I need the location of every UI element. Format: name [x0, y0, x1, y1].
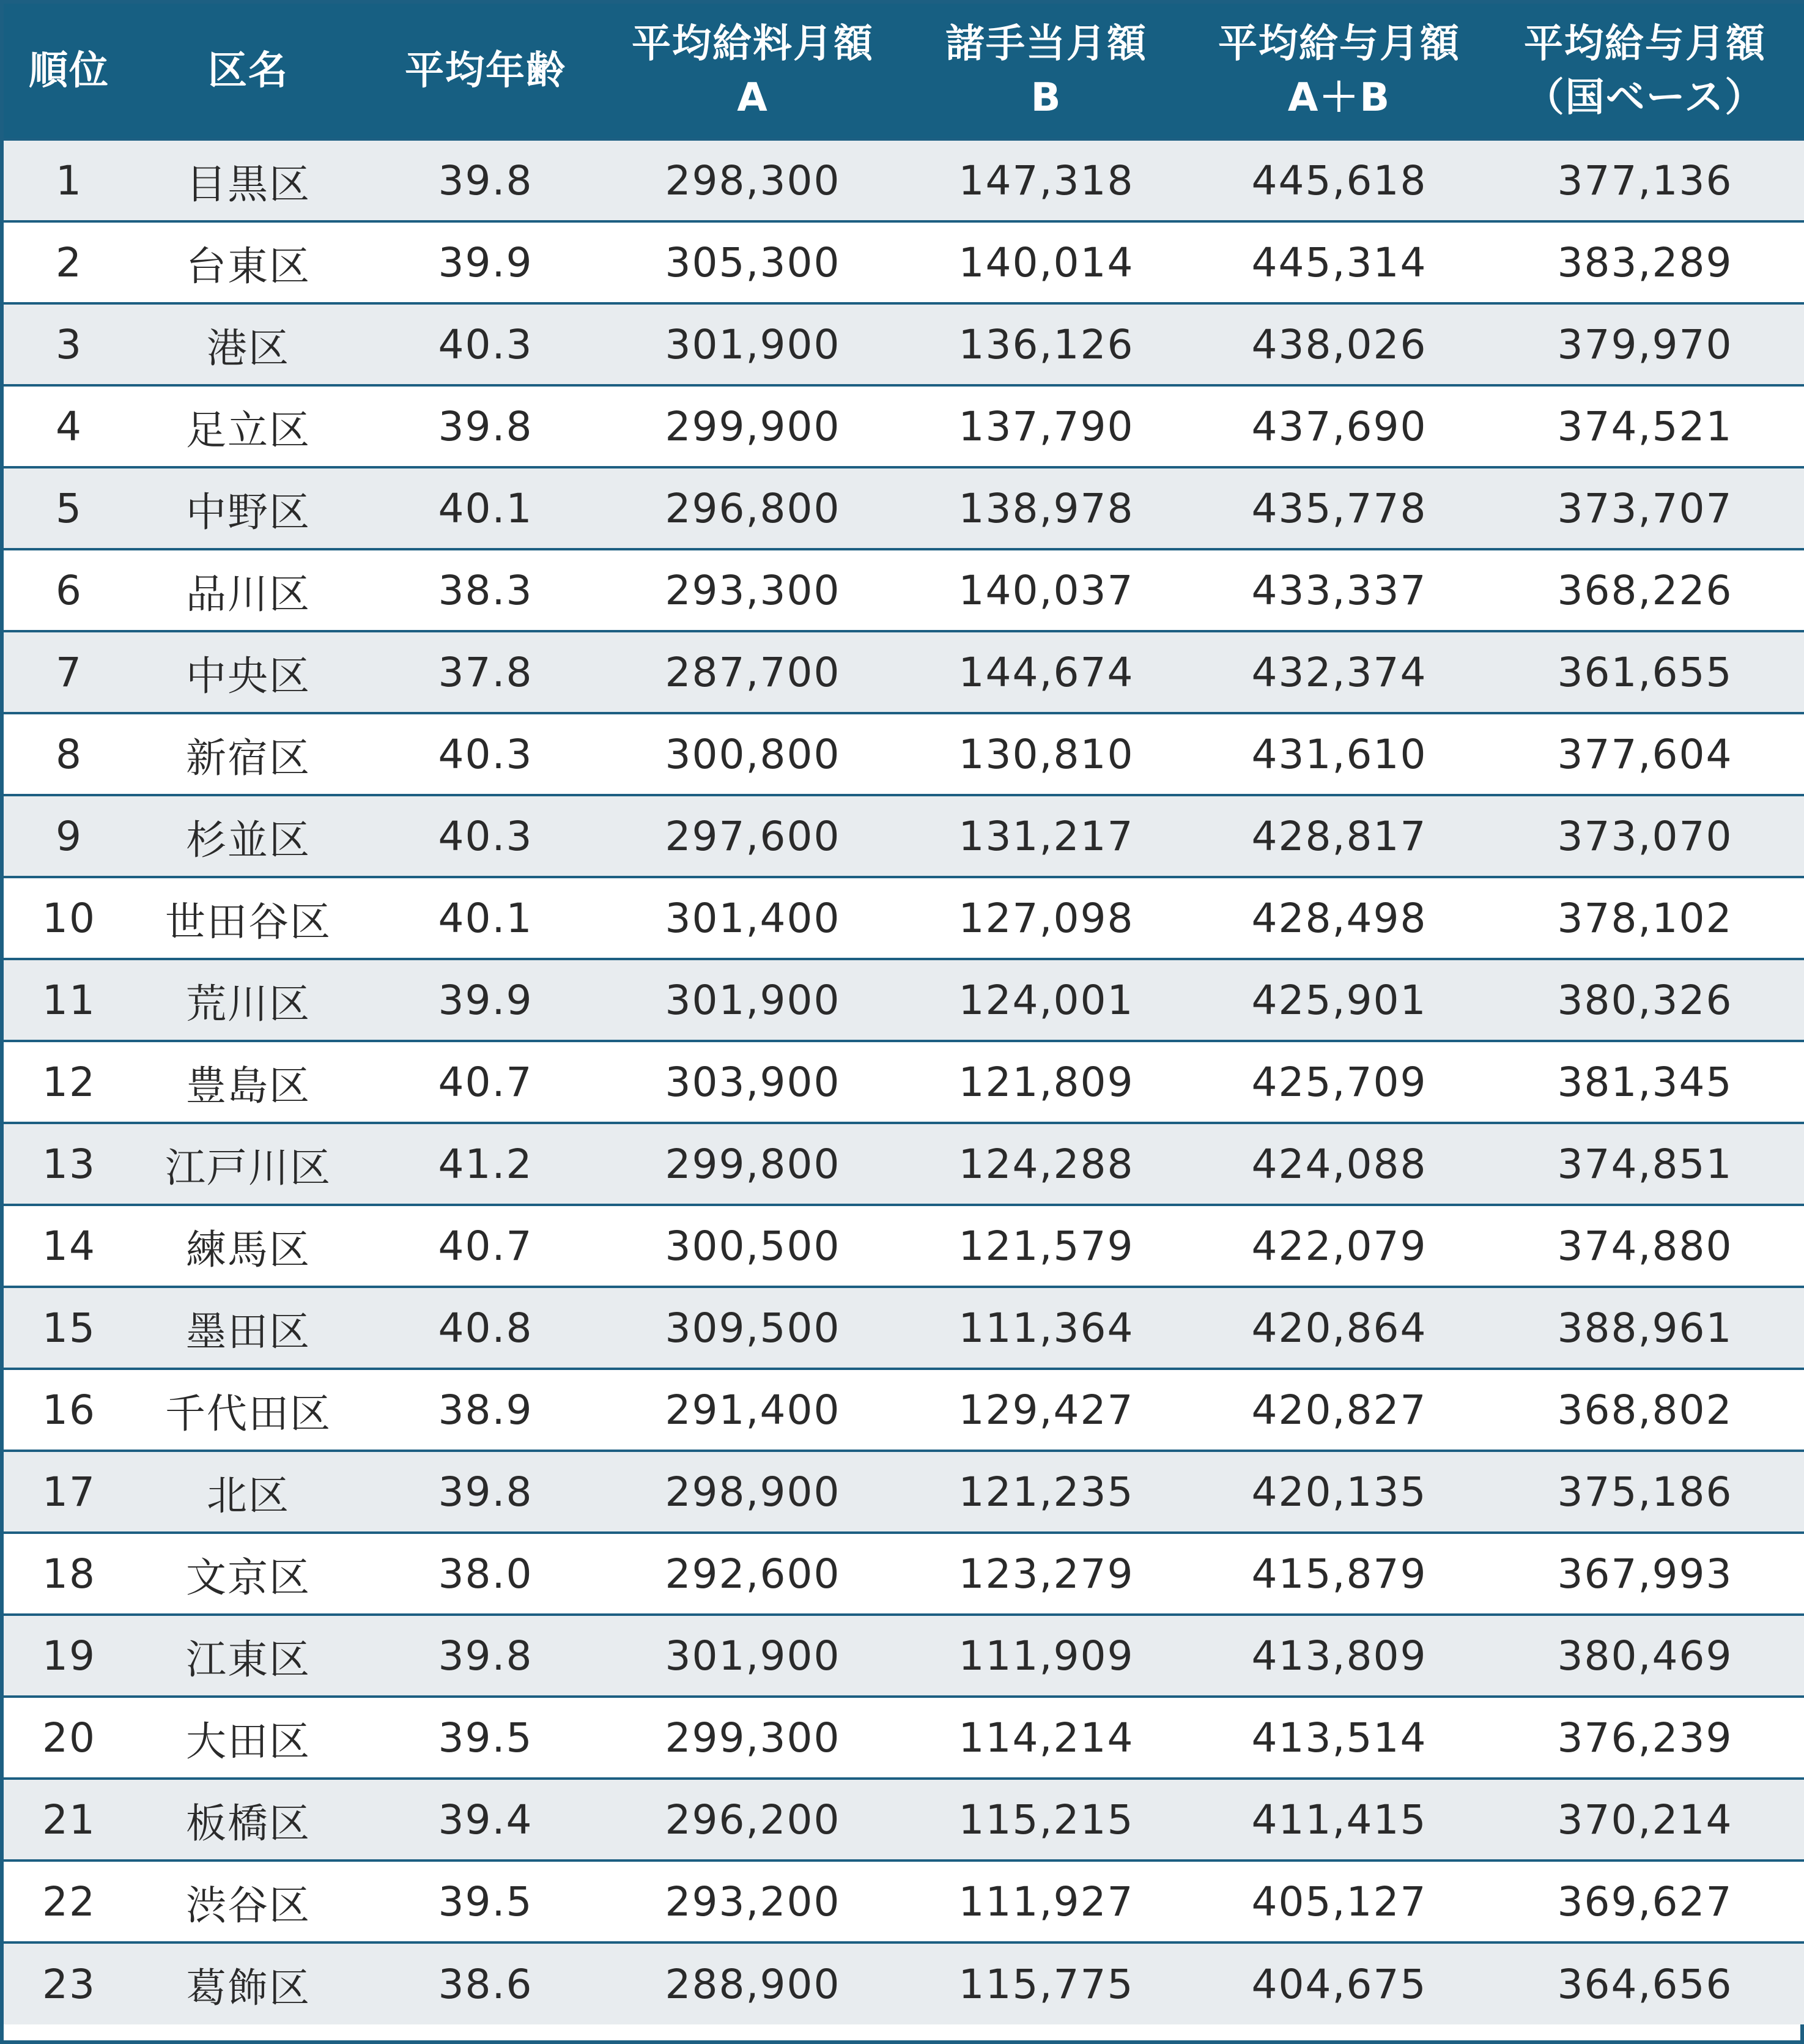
avg-age-cell: 40.3 [438, 812, 533, 860]
rank-cell: 23 [42, 1960, 96, 2008]
avg-pay-ab-cell: 435,778 [1251, 484, 1427, 532]
table-row [4, 1205, 1804, 1287]
avg-salary-a-cell: 291,400 [665, 1386, 841, 1434]
avg-salary-a-cell: 296,200 [665, 1796, 841, 1843]
rank-cell: 5 [56, 484, 83, 532]
avg-pay-national-cell: 377,604 [1557, 730, 1733, 778]
avg-age-cell: 39.8 [438, 157, 533, 204]
avg-pay-national-cell: 380,469 [1557, 1632, 1733, 1679]
avg-age-cell: 40.7 [438, 1058, 533, 1106]
allowance-b-cell: 144,674 [958, 648, 1134, 696]
avg-salary-a-cell: 293,200 [665, 1878, 841, 1925]
rank-cell: 6 [56, 566, 83, 614]
avg-pay-ab-cell: 428,817 [1251, 812, 1427, 860]
allowance-b-cell: 124,288 [958, 1140, 1134, 1188]
table-row [4, 713, 1804, 795]
allowance-b-cell: 114,214 [958, 1714, 1134, 1761]
avg-pay-national-cell: 373,070 [1557, 812, 1733, 860]
avg-age-cell: 40.1 [438, 484, 533, 532]
avg-pay-ab-cell: 432,374 [1251, 648, 1427, 696]
avg-pay-ab-cell: 428,498 [1251, 894, 1427, 942]
avg-age-cell: 39.4 [438, 1796, 533, 1843]
avg-pay-national-cell: 373,707 [1557, 484, 1733, 532]
rank-cell: 20 [42, 1714, 96, 1761]
table-row [4, 1533, 1804, 1615]
avg-pay-national-cell: 388,961 [1557, 1304, 1733, 1352]
avg-pay-ab-cell: 413,809 [1251, 1632, 1427, 1679]
avg-age-cell: 37.8 [438, 648, 533, 696]
header-text-line: 平均年齢 [405, 48, 566, 94]
rank-cell: 9 [56, 812, 83, 860]
avg-salary-a-cell: 301,900 [665, 976, 841, 1024]
ward-name-cell: 目黒区 [186, 160, 311, 208]
avg-salary-a-cell: 296,800 [665, 484, 841, 532]
ward-name-cell: 渋谷区 [186, 1881, 311, 1929]
avg-salary-a-cell: 301,900 [665, 320, 841, 368]
rank-cell: 12 [42, 1058, 96, 1106]
rank-header [4, 4, 135, 139]
rank-cell: 22 [42, 1878, 96, 1925]
avg-age-cell: 39.9 [438, 239, 533, 286]
avg-salary-a-cell: 293,300 [665, 566, 841, 614]
avg-pay-ab-cell: 413,514 [1251, 1714, 1427, 1761]
allowance-b-cell: 111,364 [958, 1304, 1134, 1352]
salary-ranking-table [4, 4, 1804, 2024]
table-row [4, 795, 1804, 877]
avg-pay-national-cell: 374,880 [1557, 1222, 1733, 1270]
avg-pay-national-cell: 368,802 [1557, 1386, 1733, 1434]
avg-pay-national-cell: 383,289 [1557, 239, 1733, 286]
avg-pay-national-cell: 376,239 [1557, 1714, 1733, 1761]
rank-cell: 10 [42, 894, 96, 942]
avg-salary-a-cell: 298,300 [665, 157, 841, 204]
avg-age-cell: 39.8 [438, 1632, 533, 1679]
allowance-b-cell: 111,909 [958, 1632, 1134, 1679]
avg-salary-a-cell: 300,500 [665, 1222, 841, 1270]
ward-name-cell: 荒川区 [186, 980, 311, 1028]
allowance-b-cell: 121,235 [958, 1468, 1134, 1516]
table-row [4, 1861, 1804, 1942]
avg-pay-ab-cell: 415,879 [1251, 1550, 1427, 1598]
avg-age-cell: 40.8 [438, 1304, 533, 1352]
avg-pay-national-cell: 375,186 [1557, 1468, 1733, 1516]
table-row [4, 631, 1804, 713]
avg-pay-ab-cell: 424,088 [1251, 1140, 1427, 1188]
ward-name-cell: 新宿区 [186, 734, 311, 782]
avg-pay-ab-cell: 445,314 [1251, 239, 1427, 286]
avg-salary-a-cell: 299,800 [665, 1140, 841, 1188]
avg-age-cell: 41.2 [438, 1140, 533, 1188]
avg-pay-national-cell: 369,627 [1557, 1878, 1733, 1925]
ward-name-cell: 北区 [207, 1472, 290, 1519]
avg-salary-a-cell: 303,900 [665, 1058, 841, 1106]
avg-pay-ab-cell: 431,610 [1251, 730, 1427, 778]
ward-name-cell: 文京区 [186, 1553, 311, 1601]
rank-cell: 2 [56, 239, 83, 286]
allowance-b-cell: 123,279 [958, 1550, 1134, 1598]
table-row [4, 1041, 1804, 1123]
avg-pay-ab-cell: 405,127 [1251, 1878, 1427, 1925]
rank-cell: 19 [42, 1632, 96, 1679]
avg-age-cell: 38.6 [438, 1960, 533, 2008]
ward-name-cell: 品川区 [186, 570, 311, 618]
table-row [4, 1123, 1804, 1205]
rank-cell: 21 [42, 1796, 96, 1843]
table-row [4, 1369, 1804, 1451]
avg-pay-national-cell: 378,102 [1557, 894, 1733, 942]
avg-age-cell: 39.8 [438, 1468, 533, 1516]
allowance-b-cell: 124,001 [958, 976, 1134, 1024]
table-row [4, 139, 1804, 221]
ward-name-cell: 千代田区 [165, 1390, 331, 1437]
avg-pay-ab-cell: 420,864 [1251, 1304, 1427, 1352]
ward-name-cell: 大田区 [186, 1717, 311, 1765]
avg-pay-ab-cell: 404,675 [1251, 1960, 1427, 2008]
allowance-b-cell: 130,810 [958, 730, 1134, 778]
ward-name-cell: 中野区 [186, 488, 311, 536]
table-row [4, 385, 1804, 467]
avg-age-cell: 40.7 [438, 1222, 533, 1270]
avg-pay-national-cell: 367,993 [1557, 1550, 1733, 1598]
table-header [4, 4, 1804, 139]
allowance-b-header [896, 4, 1196, 139]
avg-salary-a-cell: 299,900 [665, 402, 841, 450]
allowance-b-cell: 111,927 [958, 1878, 1134, 1925]
allowance-b-cell: 121,809 [958, 1058, 1134, 1106]
allowance-b-cell: 140,014 [958, 239, 1134, 286]
header-text-line: （国ベース） [1525, 75, 1765, 120]
table-row [4, 1942, 1804, 2024]
table-row [4, 1615, 1804, 1697]
allowance-b-cell: 138,978 [958, 484, 1134, 532]
rank-cell: 11 [42, 976, 96, 1024]
avg-pay-ab-cell: 420,827 [1251, 1386, 1427, 1434]
table-row [4, 1451, 1804, 1533]
avg-pay-national-cell: 381,345 [1557, 1058, 1733, 1106]
avg-pay-ab-cell: 425,709 [1251, 1058, 1427, 1106]
avg-age-cell: 38.0 [438, 1550, 533, 1598]
avg-pay-ab-header [1196, 4, 1482, 139]
rank-cell: 3 [56, 320, 83, 368]
avg-pay-ab-cell: 420,135 [1251, 1468, 1427, 1516]
allowance-b-cell: 136,126 [958, 320, 1134, 368]
header-row [4, 4, 1804, 139]
header-text-line: 順位 [29, 48, 109, 94]
allowance-b-cell: 127,098 [958, 894, 1134, 942]
table-row [4, 959, 1804, 1041]
avg-age-cell: 40.3 [438, 320, 533, 368]
table-row [4, 877, 1804, 959]
avg-age-cell: 38.3 [438, 566, 533, 614]
rank-cell: 15 [42, 1304, 96, 1352]
header-text-line: 区名 [208, 48, 289, 94]
rank-cell: 8 [56, 730, 83, 778]
avg-pay-ab-cell: 433,337 [1251, 566, 1427, 614]
ward-name-cell: 足立区 [186, 406, 311, 454]
table-row [4, 221, 1804, 303]
avg-salary-a-cell: 309,500 [665, 1304, 841, 1352]
ward-name-cell: 豊島区 [186, 1062, 311, 1109]
rank-cell: 17 [42, 1468, 96, 1516]
avg-pay-ab-cell: 425,901 [1251, 976, 1427, 1024]
avg-age-cell: 39.9 [438, 976, 533, 1024]
avg-salary-a-cell: 297,600 [665, 812, 841, 860]
avg-salary-a-header [609, 4, 896, 139]
avg-pay-ab-cell: 437,690 [1251, 402, 1427, 450]
avg-pay-national-cell: 370,214 [1557, 1796, 1733, 1843]
header-text-line: 平均給与月額 [1218, 21, 1460, 67]
allowance-b-cell: 140,037 [958, 566, 1134, 614]
avg-salary-a-cell: 288,900 [665, 1960, 841, 2008]
rank-cell: 7 [56, 648, 83, 696]
avg-salary-a-cell: 301,400 [665, 894, 841, 942]
avg-salary-a-cell: 298,900 [665, 1468, 841, 1516]
avg-age-cell: 40.3 [438, 730, 533, 778]
avg-pay-national-cell: 361,655 [1557, 648, 1733, 696]
rank-cell: 16 [42, 1386, 96, 1434]
avg-pay-national-cell: 364,656 [1557, 1960, 1733, 2008]
rank-cell: 14 [42, 1222, 96, 1270]
allowance-b-cell: 115,215 [958, 1796, 1134, 1843]
allowance-b-cell: 147,318 [958, 157, 1134, 204]
allowance-b-cell: 137,790 [958, 402, 1134, 450]
ward-name-cell: 中央区 [186, 652, 311, 700]
table-row [4, 303, 1804, 385]
table-row [4, 549, 1804, 631]
avg-pay-ab-cell: 422,079 [1251, 1222, 1427, 1270]
avg-pay-ab-cell: 438,026 [1251, 320, 1427, 368]
header-text-line: 平均給料月額 [632, 21, 874, 67]
avg-age-cell: 38.9 [438, 1386, 533, 1434]
avg-pay-national-cell: 377,136 [1557, 157, 1733, 204]
rank-cell: 18 [42, 1550, 96, 1598]
avg-salary-a-cell: 301,900 [665, 1632, 841, 1679]
ward-name-cell: 杉並区 [186, 816, 311, 864]
ward-name-cell: 台東区 [186, 242, 311, 290]
avg-age-header [362, 4, 609, 139]
ward-name-cell: 練馬区 [186, 1226, 311, 1273]
avg-age-cell: 39.5 [438, 1878, 533, 1925]
allowance-b-cell: 121,579 [958, 1222, 1134, 1270]
table-row [4, 1779, 1804, 1861]
ward-header [135, 4, 362, 139]
avg-pay-national-cell: 368,226 [1557, 566, 1733, 614]
header-text-line: 諸手当月額 [945, 21, 1147, 67]
ward-name-cell: 板橋区 [186, 1799, 311, 1847]
header-text-line: 平均給与月額 [1524, 21, 1766, 67]
avg-age-cell: 39.5 [438, 1714, 533, 1761]
header-text-line: A [737, 75, 769, 120]
avg-age-cell: 40.1 [438, 894, 533, 942]
allowance-b-cell: 115,775 [958, 1960, 1134, 2008]
allowance-b-cell: 131,217 [958, 812, 1134, 860]
avg-pay-national-cell: 374,851 [1557, 1140, 1733, 1188]
header-text-line: A＋B [1287, 75, 1391, 120]
avg-pay-ab-cell: 445,618 [1251, 157, 1427, 204]
avg-pay-national-cell: 379,970 [1557, 320, 1733, 368]
ward-name-cell: 江戸川区 [165, 1144, 331, 1191]
avg-pay-ab-cell: 411,415 [1251, 1796, 1427, 1843]
avg-pay-national-cell: 380,326 [1557, 976, 1733, 1024]
avg-salary-a-cell: 299,300 [665, 1714, 841, 1761]
avg-age-cell: 39.8 [438, 402, 533, 450]
table-body [4, 139, 1804, 2024]
table-row [4, 1287, 1804, 1369]
rank-cell: 4 [56, 402, 83, 450]
avg-pay-national-header [1482, 4, 1804, 139]
ward-name-cell: 世田谷区 [165, 898, 331, 946]
allowance-b-cell: 129,427 [958, 1386, 1134, 1434]
avg-salary-a-cell: 292,600 [665, 1550, 841, 1598]
ward-name-cell: 墨田区 [186, 1308, 311, 1355]
avg-pay-national-cell: 374,521 [1557, 402, 1733, 450]
table-row [4, 1697, 1804, 1779]
rank-cell: 13 [42, 1140, 96, 1188]
ward-name-cell: 葛飾区 [186, 1964, 311, 2012]
avg-salary-a-cell: 287,700 [665, 648, 841, 696]
header-text-line: B [1030, 75, 1062, 120]
table-row [4, 467, 1804, 549]
ward-name-cell: 江東区 [186, 1635, 311, 1683]
rank-cell: 1 [56, 157, 83, 204]
ward-name-cell: 港区 [207, 324, 290, 372]
avg-salary-a-cell: 305,300 [665, 239, 841, 286]
avg-salary-a-cell: 300,800 [665, 730, 841, 778]
